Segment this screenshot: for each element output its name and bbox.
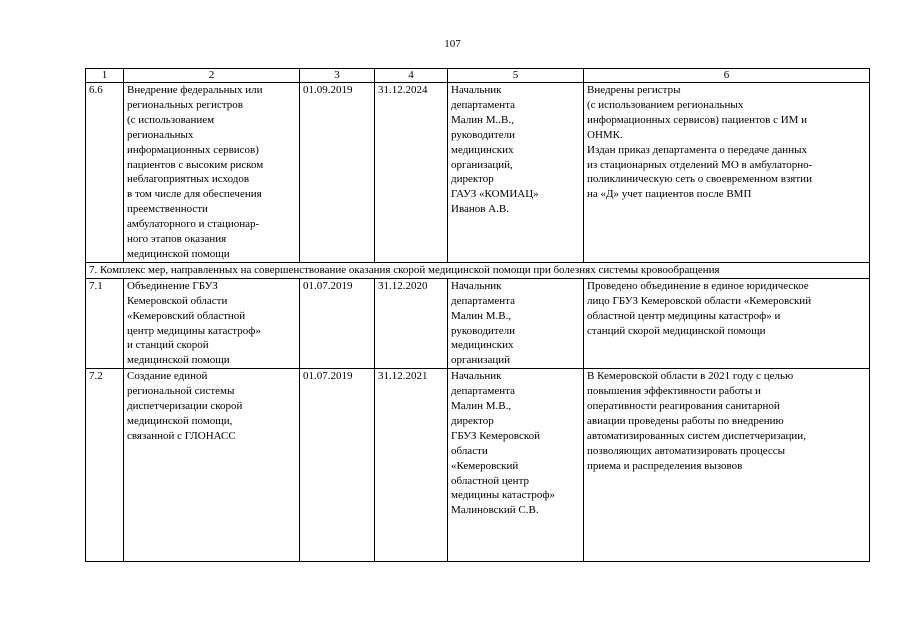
responsible-persons: Начальник департамента Малин М.В., руководители медицинских организаций (448, 278, 584, 368)
column-header: 3 (300, 69, 375, 83)
row-number: 7.2 (86, 369, 124, 562)
section-row (86, 262, 870, 278)
table-row (86, 369, 870, 562)
section-title: 7. Комплекс мер, направленных на совершенствование оказания скорой медицинской помощи при болезнях системы кровообращения (86, 262, 870, 278)
page-number: 107 (444, 38, 461, 50)
start-date: 01.09.2019 (300, 83, 375, 263)
result-description: Внедрены регистры (с использованием региональных информационных сервисов) пациентов с ИМ и ОНМК. Издан приказ департамента о передаче данных из стационарных отделений МО в амбулаторно- поликлиническую сеть о своевременном взятии на «Д» учет пациентов после ВМП (584, 83, 870, 263)
result-description: В Кемеровской области в 2021 году с целью повышения эффективности работы и оперативности реагирования санитарной авиации проведены работы по внедрению автоматизированных систем диспетчеризации, позволяющих автоматизировать процессы приема и распределения вызовов (584, 369, 870, 562)
table-row (86, 83, 870, 263)
table-row (86, 278, 870, 368)
column-header: 1 (86, 69, 124, 83)
row-number: 7.1 (86, 278, 124, 368)
start-date: 01.07.2019 (300, 278, 375, 368)
column-header: 5 (448, 69, 584, 83)
row-number: 6.6 (86, 83, 124, 263)
column-header: 4 (375, 69, 448, 83)
column-header: 2 (124, 69, 300, 83)
start-date: 01.07.2019 (300, 369, 375, 562)
responsible-persons: Начальник департамента Малин М..В., руководители медицинских организаций, директор ГАУЗ «КОМИАЦ» Иванов А.В. (448, 83, 584, 263)
measure-name: Внедрение федеральных или региональных регистров (с использованием региональных информационных сервисов) пациентов с высоким риском неблагоприятных исходов в том числе для обеспечения преемственности амбулаторного и стационар- ного этапов оказания медицинской помощи (124, 83, 300, 263)
measures-table (85, 68, 870, 562)
end-date: 31.12.2024 (375, 83, 448, 263)
table-header-row (86, 69, 870, 83)
measure-name: Создание единой региональной системы диспетчеризации скорой медицинской помощи, связанной с ГЛОНАСС (124, 369, 300, 562)
end-date: 31.12.2021 (375, 369, 448, 562)
column-header: 6 (584, 69, 870, 83)
responsible-persons: Начальник департамента Малин М.В., директор ГБУЗ Кемеровской области «Кемеровский областной центр медицины катастроф» Малиновский С.В. (448, 369, 584, 562)
measure-name: Объединение ГБУЗ Кемеровской области «Кемеровский областной центр медицины катастроф» и станций скорой медицинской помощи (124, 278, 300, 368)
end-date: 31.12.2020 (375, 278, 448, 368)
result-description: Проведено объединение в единое юридическое лицо ГБУЗ Кемеровской области «Кемеровский областной центр медицины катастроф» и станций скорой медицинской помощи (584, 278, 870, 368)
